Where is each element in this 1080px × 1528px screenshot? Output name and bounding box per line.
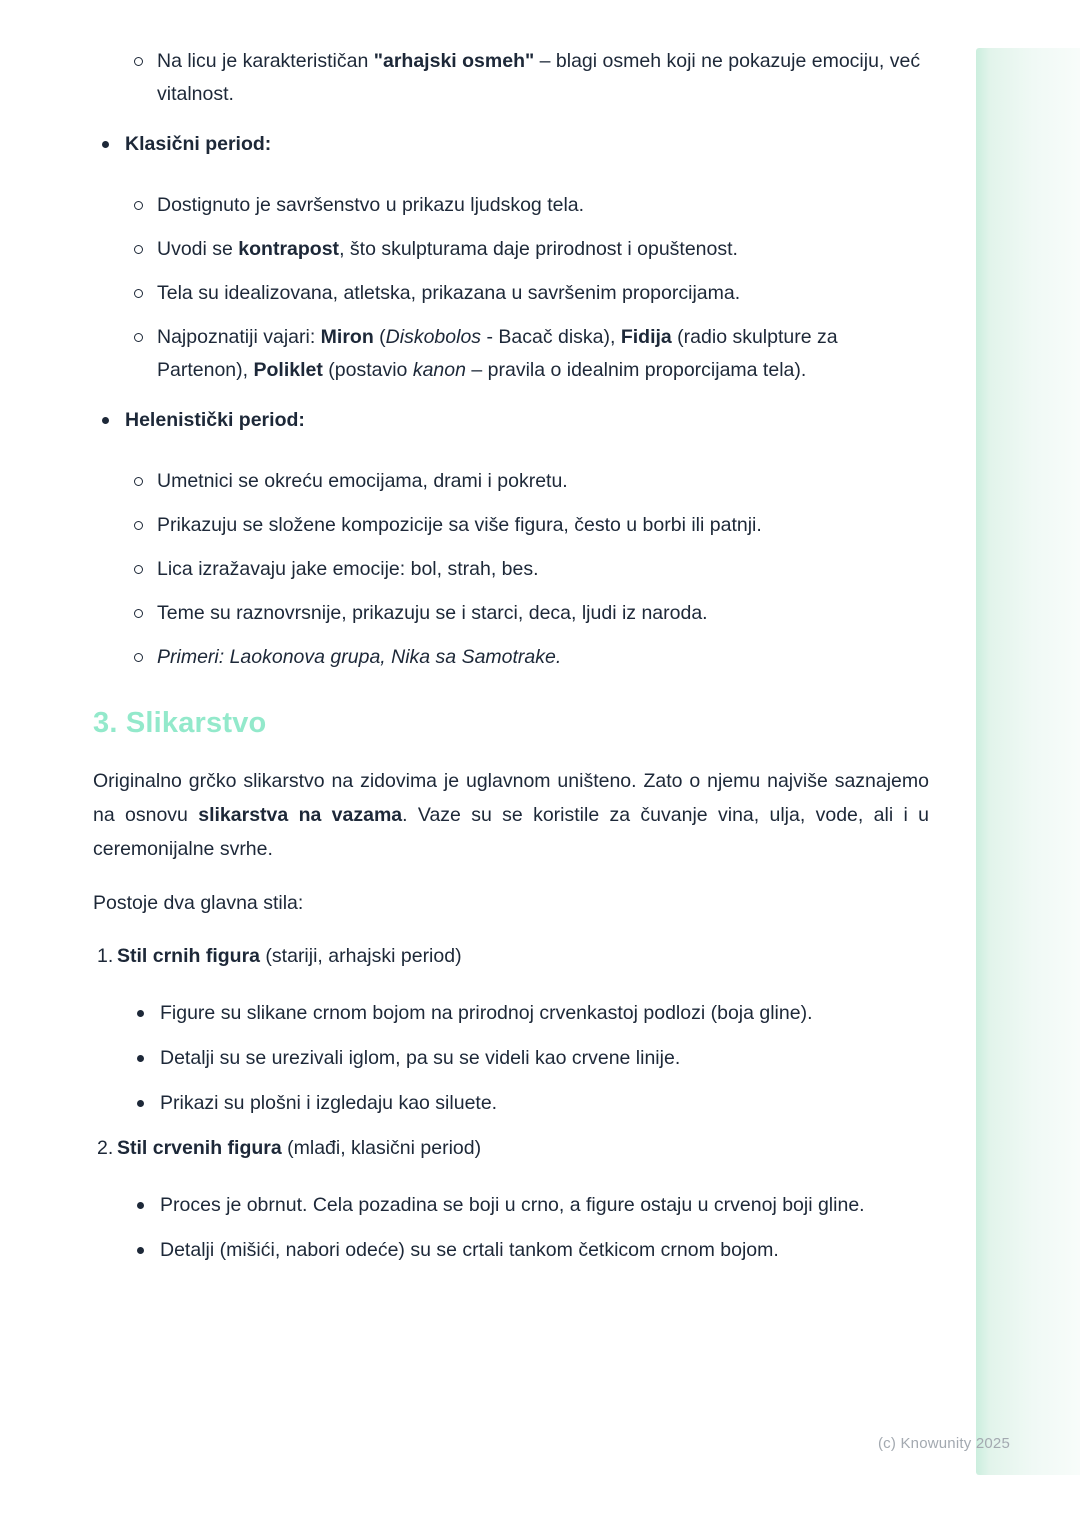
list-marker xyxy=(137,1234,160,1254)
bullet-icon xyxy=(137,1010,144,1017)
list-marker xyxy=(137,1189,160,1209)
bullet-icon xyxy=(137,1055,144,1062)
numbered-item xyxy=(93,940,929,973)
list-item-text xyxy=(160,1234,929,1267)
paragraph xyxy=(93,886,929,920)
list-item-text xyxy=(157,189,929,222)
text-segment: Dostignuto je savršenstvo u prikazu ljudskog tela. xyxy=(157,194,585,216)
text-segment: . Vaze su se koristile za čuvanje vina, ulja, vode, ali i u ceremonijalne svrhe. xyxy=(93,804,929,860)
text-segment: - Bacač diska), xyxy=(481,326,621,348)
list-marker xyxy=(137,997,160,1017)
text-segment: Diskobolos xyxy=(385,326,482,348)
list-item-text xyxy=(160,1042,929,1075)
list-marker xyxy=(134,465,157,486)
list-number: 1. xyxy=(97,945,114,967)
ring-bullet-icon xyxy=(134,609,143,618)
list-item-text xyxy=(157,277,929,310)
ring-bullet-icon xyxy=(134,477,143,486)
text-segment: – pravila o idealnim proporcijama tela). xyxy=(465,359,807,381)
list-item-text xyxy=(160,1189,929,1222)
text-segment: Fidija xyxy=(620,326,672,348)
list-item-text xyxy=(157,233,929,266)
list-marker xyxy=(102,404,125,424)
list-item-level2 xyxy=(93,189,929,222)
list-item xyxy=(93,128,929,161)
list-item xyxy=(93,404,929,437)
list-item-text xyxy=(160,997,929,1030)
text-segment: Primeri: Laokonova grupa, Nika sa Samotrake. xyxy=(157,646,562,668)
list-marker xyxy=(134,45,157,66)
text-segment: Proces je obrnut. Cela pozadina se boji u crno, a figure ostaju u crvenoj boji gline. xyxy=(160,1194,865,1216)
list-marker xyxy=(134,277,157,298)
list-item-level2 xyxy=(93,1234,929,1267)
text-segment: Klasični period: xyxy=(125,133,272,155)
text-segment: Na licu je karakterističan xyxy=(157,50,374,72)
list-item-level2 xyxy=(93,997,929,1030)
bullet-icon xyxy=(137,1100,144,1107)
list-item-level2 xyxy=(93,553,929,586)
text-segment: (stariji, arhajski period) xyxy=(260,945,462,967)
bullet-icon xyxy=(102,141,109,148)
ring-bullet-icon xyxy=(134,333,143,342)
text-segment: Stil crvenih figura xyxy=(117,1137,282,1159)
text-segment: Tela su idealizovana, atletska, prikazana u savršenim proporcijama. xyxy=(157,282,741,304)
list-item-level2 xyxy=(93,509,929,542)
list-item-level2 xyxy=(93,641,929,674)
list-item-level2 xyxy=(93,45,929,111)
text-segment: Prikazuju se složene kompozicije sa više figura, često u borbi ili patnji. xyxy=(157,514,762,536)
text-segment: , što skulpturama daje prirodnost i opuštenost. xyxy=(339,238,738,260)
bullet-icon xyxy=(137,1247,144,1254)
text-segment: Helenistički period: xyxy=(125,409,305,431)
section-heading: 3. Slikarstvo xyxy=(93,707,267,739)
list-item-level2 xyxy=(93,465,929,498)
list-item-level2 xyxy=(93,277,929,310)
list-marker xyxy=(137,1087,160,1107)
list-item-text xyxy=(157,465,929,498)
list-marker xyxy=(134,509,157,530)
ring-bullet-icon xyxy=(134,521,143,530)
text-segment: Stil crnih figura xyxy=(117,945,261,967)
list-marker xyxy=(134,189,157,210)
text-segment: "arhajski osmeh" xyxy=(373,50,535,72)
ring-bullet-icon xyxy=(134,57,143,66)
text-segment: Postoje dva glavna stila: xyxy=(93,892,304,914)
paragraph xyxy=(93,764,929,866)
list-marker xyxy=(102,128,125,148)
text-segment: Miron xyxy=(320,326,374,348)
list-number: 2. xyxy=(97,1137,114,1159)
page-accent-strip xyxy=(976,48,1080,1475)
ring-bullet-icon xyxy=(134,201,143,210)
list-item-text xyxy=(117,1132,929,1165)
text-segment: – blagi osmeh koji ne pokazuje emociju, već vitalnost. xyxy=(157,50,921,105)
text-segment: Teme su raznovrsnije, prikazuju se i starci, deca, ljudi iz naroda. xyxy=(157,602,708,624)
text-segment: Uvodi se xyxy=(157,238,239,260)
list-item-level2 xyxy=(93,233,929,266)
text-segment: (radio skulpture za Partenon), xyxy=(157,326,838,381)
text-segment: kanon xyxy=(412,359,466,381)
text-segment: slikarstva na vazama xyxy=(198,804,403,826)
list-marker xyxy=(134,641,157,662)
text-segment: Figure su slikane crnom bojom na prirodnoj crvenkastoj podlozi (boja gline). xyxy=(160,1002,813,1024)
text-segment: Najpoznatiji vajari: xyxy=(157,326,321,348)
list-marker xyxy=(134,233,157,254)
list-item-level2 xyxy=(93,1189,929,1222)
text-segment: Lica izražavaju jake emocije: bol, strah, bes. xyxy=(157,558,539,580)
list-marker xyxy=(134,321,157,342)
bullet-icon xyxy=(137,1202,144,1209)
ring-bullet-icon xyxy=(134,245,143,254)
list-item-text xyxy=(157,597,929,630)
text-segment: Detalji (mišići, nabori odeće) su se crtali tankom četkicom crnom bojom. xyxy=(160,1239,779,1261)
text-segment: Detalji su se urezivali iglom, pa su se videli kao crvene linije. xyxy=(160,1047,681,1069)
text-segment: Poliklet xyxy=(253,359,323,381)
text-segment: Originalno grčko slikarstvo na zidovima je uglavnom uništeno. Zato o njemu najviše saznajemo na osnovu xyxy=(93,770,929,826)
list-item-level2 xyxy=(93,1087,929,1120)
list-marker xyxy=(134,597,157,618)
list-marker xyxy=(134,553,157,574)
document-content xyxy=(93,45,929,1279)
ring-bullet-icon xyxy=(134,653,143,662)
list-item-text xyxy=(117,940,929,973)
footer-copyright: (c) Knowunity 2025 xyxy=(877,1435,1010,1452)
list-item-text xyxy=(157,553,929,586)
text-segment: Prikazi su plošni i izgledaju kao siluete. xyxy=(160,1092,498,1114)
list-item-text xyxy=(157,509,929,542)
list-item-text xyxy=(125,404,929,437)
text-segment: (mlađi, klasični period) xyxy=(281,1137,482,1159)
list-item-text xyxy=(157,45,929,111)
text-segment: Umetnici se okreću emocijama, drami i pokretu. xyxy=(157,470,568,492)
list-item-text xyxy=(125,128,929,161)
list-marker xyxy=(137,1042,160,1062)
list-item-level2 xyxy=(93,1042,929,1075)
text-segment: (postavio xyxy=(322,359,413,381)
numbered-item xyxy=(93,1132,929,1165)
list-item-level2 xyxy=(93,597,929,630)
ring-bullet-icon xyxy=(134,289,143,298)
bullet-icon xyxy=(102,417,109,424)
list-item-text xyxy=(160,1087,929,1120)
text-segment: kontrapost xyxy=(238,238,340,260)
ring-bullet-icon xyxy=(134,565,143,574)
list-item-text xyxy=(157,321,929,387)
list-item-text xyxy=(157,641,929,674)
list-item-level2 xyxy=(93,321,929,387)
text-segment: ( xyxy=(373,326,386,348)
